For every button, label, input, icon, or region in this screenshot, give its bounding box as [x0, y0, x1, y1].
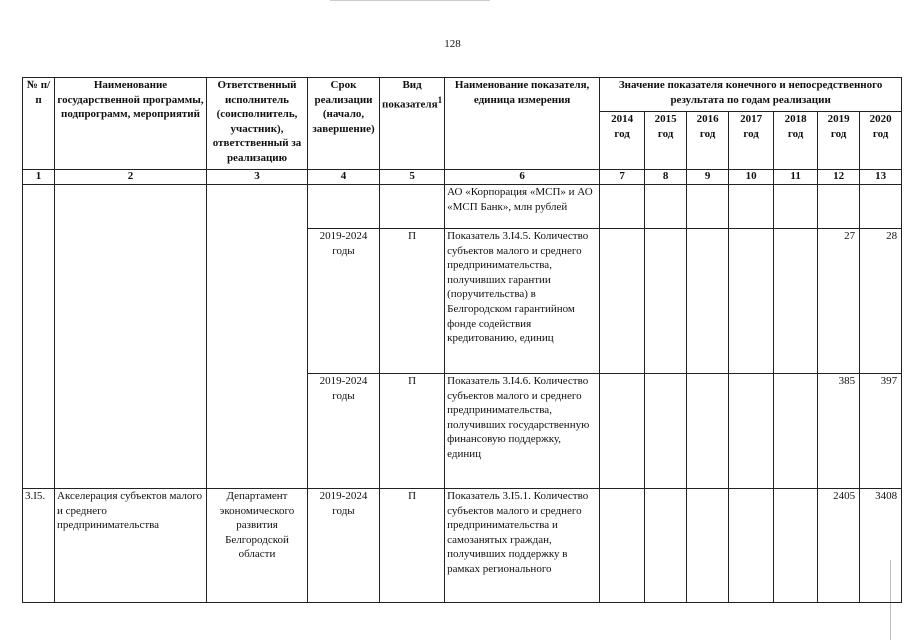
cell-kind: [380, 185, 445, 229]
top-edge-rule: [330, 0, 490, 1]
cell-value-2020: 397: [860, 374, 902, 489]
page-number: 128: [444, 38, 461, 50]
header-year-2014: 2014 год: [600, 112, 645, 170]
header-indicator-kind: [380, 78, 445, 170]
cell-number: [23, 185, 55, 489]
header-indicator-kind-text: Вид показателя: [382, 79, 438, 111]
cell-indicator: Показатель 3.I5.1. Количество субъектов малого и среднего предпринимательства и самозанятых граждан, получивших поддержку в рамках регионального: [445, 489, 600, 603]
cell-indicator: Показатель 3.I4.6. Количество субъектов малого и среднего предпринимательства, получивших государственную финансовую поддержку, единиц: [445, 374, 600, 489]
header-responsible: Ответственный исполнитель (соисполнитель, участник), ответственный за реализацию: [207, 78, 308, 170]
header-year-2019: 2019 год: [818, 112, 860, 170]
header-number: № п/п: [23, 78, 55, 170]
cell-value-2020: 3408: [860, 489, 902, 603]
col-number-11: 11: [774, 170, 818, 185]
col-number-2: 2: [55, 170, 207, 185]
header-year-2015: 2015 год: [645, 112, 687, 170]
cell-responsible: Департамент экономического развития Белгородской области: [207, 489, 308, 603]
header-indicator-name: Наименование показателя, единица измерения: [445, 78, 600, 170]
col-number-8: 8: [645, 170, 687, 185]
col-number-4: 4: [308, 170, 380, 185]
col-number-6: 6: [445, 170, 600, 185]
table-row: [23, 489, 902, 603]
cell-value-2020: 28: [860, 229, 902, 374]
cell-term: 2019-2024 годы: [308, 489, 380, 603]
cell-number: 3.I5.: [23, 489, 55, 603]
cell-indicator: АО «Корпорация «МСП» и АО «МСП Банк», млн рублей: [445, 185, 600, 229]
col-number-7: 7: [600, 170, 645, 185]
col-number-12: 12: [818, 170, 860, 185]
cell-term: 2019-2024 годы: [308, 374, 380, 489]
col-number-1: 1: [23, 170, 55, 185]
cell-kind: П: [380, 229, 445, 374]
col-number-5: 5: [380, 170, 445, 185]
cell-term: 2019-2024 годы: [308, 229, 380, 374]
header-year-2020: 2020 год: [860, 112, 902, 170]
header-values-by-year: Значение показателя конечного и непосредственного результата по годам реализации: [600, 78, 902, 112]
cell-indicator: Показатель 3.I4.5. Количество субъектов малого и среднего предпринимательства, получивших гарантии (поручительства) в Белгородском гарантийном фонде содействия кредитованию, единиц: [445, 229, 600, 374]
cell-value-2019: 2405: [818, 489, 860, 603]
cell-term: [308, 185, 380, 229]
cell-value-2019: 385: [818, 374, 860, 489]
col-number-13: 13: [860, 170, 902, 185]
header-term: Срок реализации (начало, завершение): [308, 78, 380, 170]
cell-program-name: [55, 185, 207, 489]
col-number-10: 10: [729, 170, 774, 185]
column-number-row: [23, 170, 902, 185]
cell-responsible: [207, 185, 308, 489]
cell-kind: П: [380, 489, 445, 603]
table-row: [23, 185, 902, 229]
header-program-name: Наименование государственной программы, подпрограмм, мероприятий: [55, 78, 207, 170]
col-number-3: 3: [207, 170, 308, 185]
header-year-2016: 2016 год: [687, 112, 729, 170]
header-year-2017: 2017 год: [729, 112, 774, 170]
header-footnote-mark: 1: [437, 94, 443, 105]
indicator-table: [22, 77, 902, 603]
cell-value-2019: 27: [818, 229, 860, 374]
col-number-9: 9: [687, 170, 729, 185]
header-year-2018: 2018 год: [774, 112, 818, 170]
cell-program-name: Акселерация субъектов малого и среднего предпринимательства: [55, 489, 207, 603]
cell-kind: П: [380, 374, 445, 489]
